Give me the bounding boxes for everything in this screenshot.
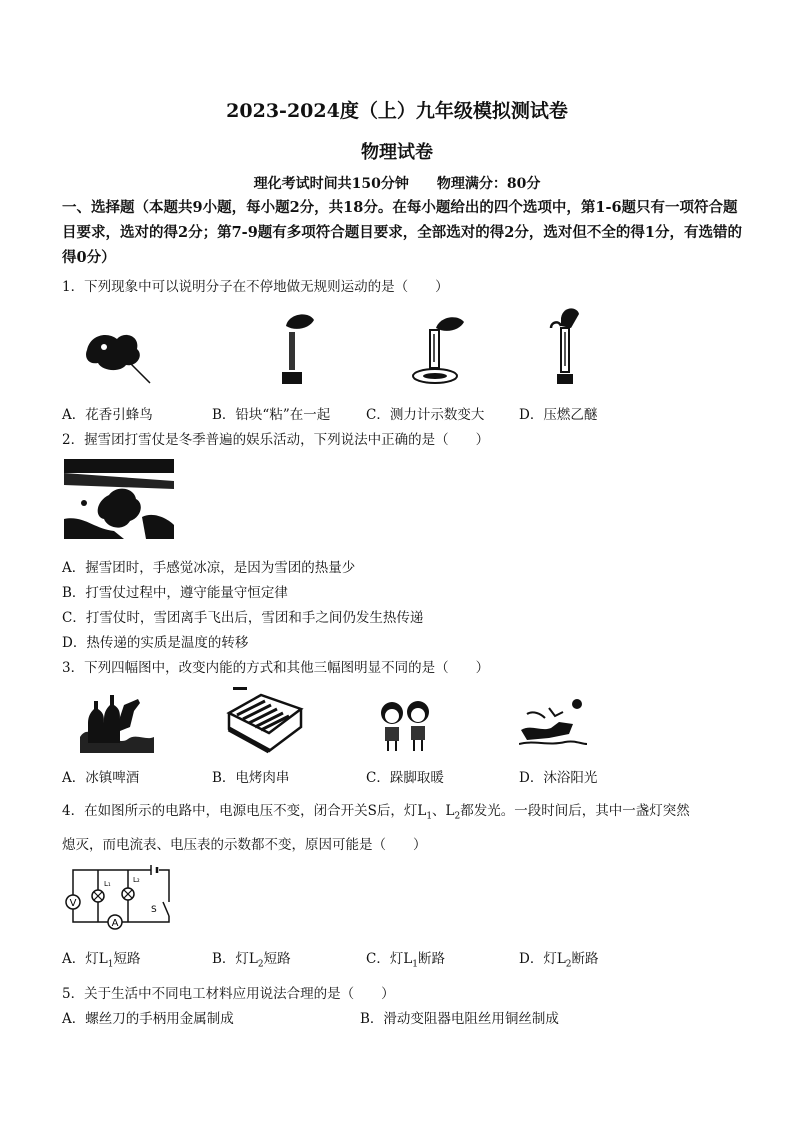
q4-option-b: B．灯$L_2$短路 (212, 951, 291, 970)
q4-stem-line1: 4．在如图所示的电路中，电源电压不变，闭合开关S后，灯$L_1$、$L_2$都发光。一段时间后，其中一盏灯突然 (62, 803, 690, 822)
q3-figure-c-stomping-feet (378, 699, 434, 753)
q3-figure-a-iced-beer (76, 687, 156, 753)
q1-figure-b-lead-blocks (276, 310, 321, 388)
q2-option-d: D．热传递的实质是温度的转移 (62, 635, 249, 651)
q3-option-c: C．跺脚取暖 (366, 770, 444, 786)
q4-stem-line2: 熄灭，而电流表、电压表的示数都不变，原因可能是（ ） (62, 837, 427, 853)
q1-figure-d-ether-compression (543, 304, 588, 390)
q3-stem: 3．下列四幅图中，改变内能的方式和其他三幅图明显不同的是（ ） (62, 660, 490, 676)
switch-label: S (151, 905, 157, 915)
q4-circuit-diagram (63, 864, 173, 932)
q2-option-a: A．握雪团时，手感觉冰凉，是因为雪团的热量少 (62, 560, 356, 576)
exam-title: 2023-2024度（上）九年级模拟测试卷 (226, 100, 568, 122)
ammeter-label: A (111, 918, 119, 929)
q3-figure-b-electric-grill (225, 683, 305, 755)
q4-option-d: D．灯$L_2$断路 (519, 951, 599, 970)
section-instructions: 一、选择题（本题共9小题，每小题2分，共18分。在每小题给出的四个选项中，第1-6题只有一项符合题目要求，选对的得2分；第7-9题有多项符合题目要求，全部选对的得2分，选对但不全的得1分，有选错的得0分） (62, 199, 742, 266)
subject-title: 物理试卷 (361, 142, 433, 163)
q1-figure-c-spring-scale (410, 312, 470, 388)
q2-figure-snowball (64, 459, 174, 539)
q2-option-c: C．打雪仗时，雪团离手飞出后，雪团和手之间仍发生热传递 (62, 610, 424, 626)
q3-option-d: D．沐浴阳光 (519, 770, 598, 786)
q1-option-c: C．测力计示数变大 (366, 407, 485, 423)
q3-option-b: B．电烤肉串 (212, 770, 290, 786)
q5-option-b: B．滑动变阻器电阻丝用铜丝制成 (360, 1011, 559, 1027)
q1-option-a: A．花香引蜂鸟 (62, 407, 153, 423)
lamp-l2-label: L₂ (133, 876, 140, 884)
q1-option-b: B．铅块“粘”在一起 (212, 407, 331, 423)
q4-option-a: A．灯$L_1$短路 (62, 951, 141, 970)
q5-stem: 5．关于生活中不同电工材料应用说法合理的是（ ） (62, 986, 395, 1002)
q4-option-c: C．灯$L_1$断路 (366, 951, 446, 970)
q2-option-b: B．打雪仗过程中，遵守能量守恒定律 (62, 585, 288, 601)
q1-option-d: D．压燃乙醚 (519, 407, 598, 423)
q3-figure-d-sunbathing (519, 694, 587, 754)
exam-info: 理化考试时间共150分钟 物理满分：80分 (253, 176, 541, 192)
q1-stem: 1．下列现象中可以说明分子在不停地做无规则运动的是（ ） (62, 279, 449, 295)
q5-option-a: A．螺丝刀的手柄用金属制成 (62, 1011, 234, 1027)
q3-option-a: A．冰镇啤酒 (62, 770, 140, 786)
q2-stem: 2．握雪团打雪仗是冬季普遍的娱乐活动，下列说法中正确的是（ ） (62, 432, 490, 448)
voltmeter-label: V (69, 898, 77, 909)
lamp-l1-label: L₁ (104, 880, 111, 888)
q1-figure-a-flower-bird (82, 325, 157, 385)
